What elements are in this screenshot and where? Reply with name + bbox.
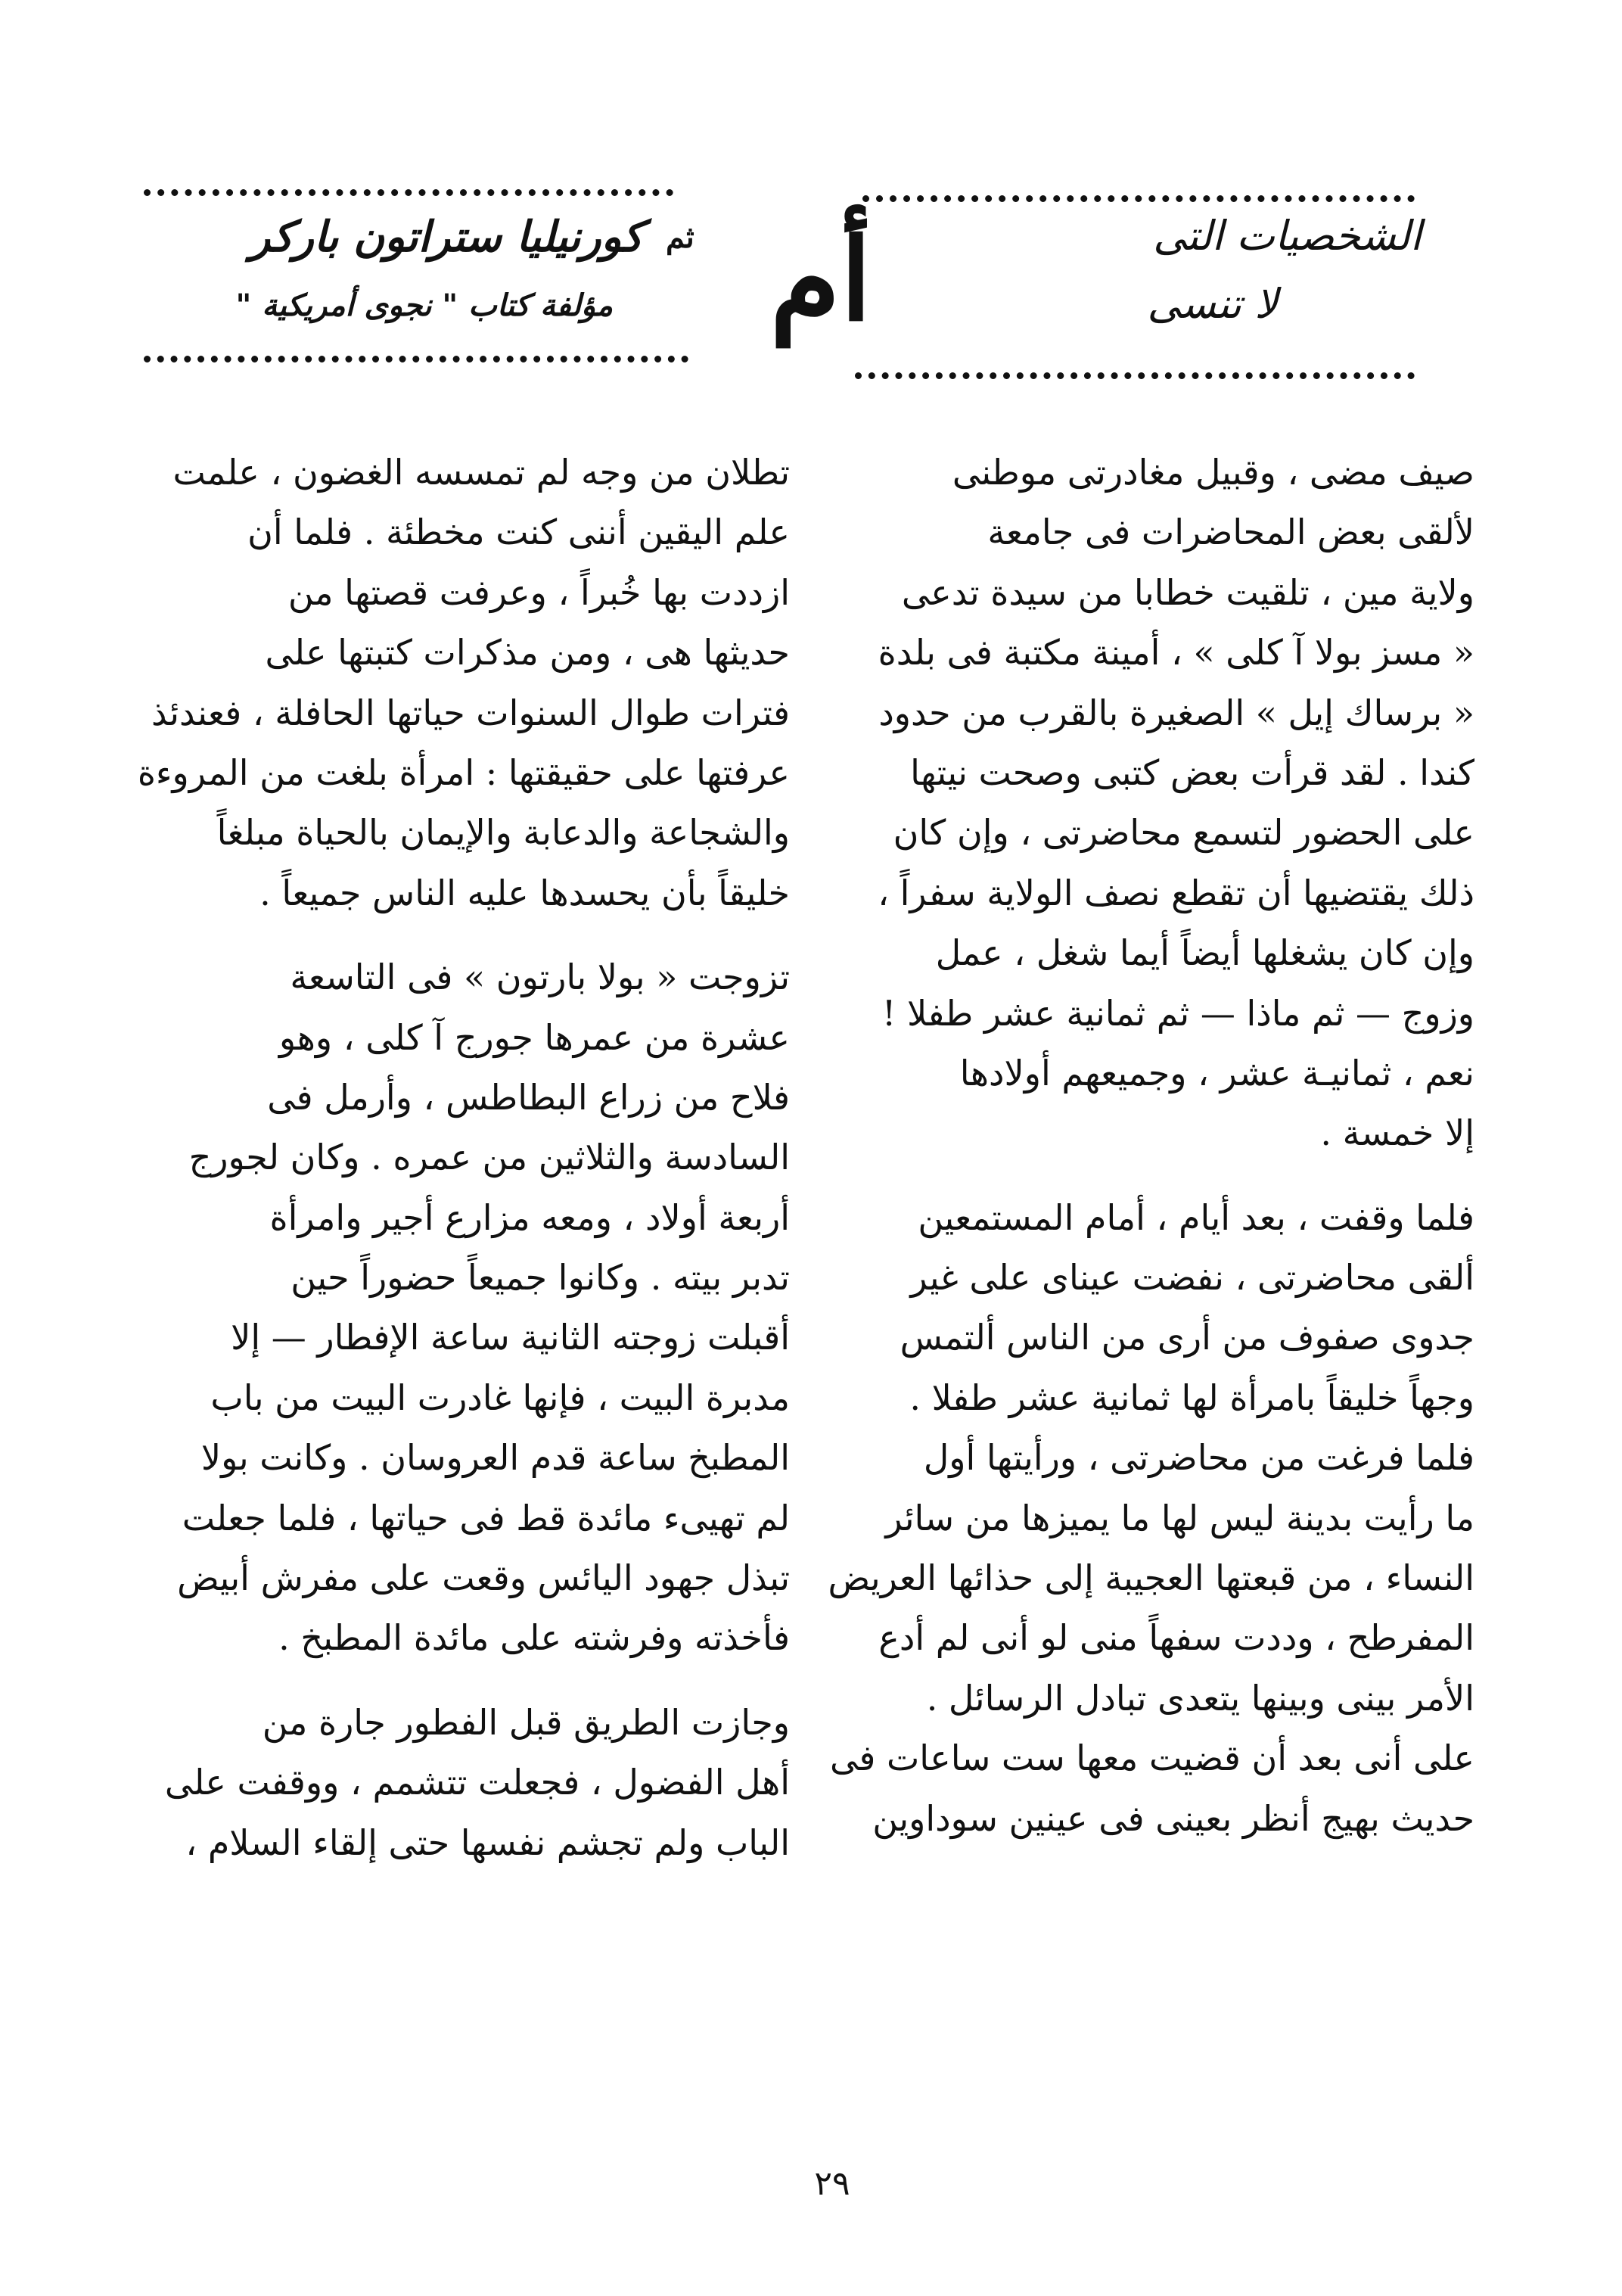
text-line: عشرة من عمرها جورج آ كلى ، وهو: [278, 1016, 790, 1058]
text-line: ألقى محاضرتى ، نفضت عيناى على غير: [910, 1257, 1474, 1299]
text-line: « مسز بولا آ كلى » ، أمينة مكتبة فى بلدة: [878, 632, 1474, 674]
header-bottom-rule-right: [855, 372, 1415, 379]
header-bottom-rule-left: [144, 356, 688, 362]
text-line: فلما وقفت ، بعد أيام ، أمام المستمعين: [918, 1196, 1474, 1238]
header-top-rule-left: [144, 189, 673, 196]
text-line: حديثها هى ، ومن مذكرات كتبتها على: [265, 632, 790, 674]
text-line: تطلان من وجه لم تمسسه الغضون ، علمت: [172, 452, 790, 493]
text-line: نعم ، ثمانيـة عشر ، وجميعهم أولادها: [959, 1052, 1474, 1094]
text-line: عرفتها على حقيقتها : امرأة بلغت من المروءة: [137, 751, 790, 793]
text-line: « برساك إيل » الصغيرة بالقرب من حدود: [878, 692, 1474, 733]
text-line: ذلك يقتضيها أن تقطع نصف الولاية سفراً ،: [878, 872, 1474, 913]
author-name: كورنيليا ستراتون باركر: [250, 212, 643, 262]
header-title-line-1: الشخصيات التى: [1153, 212, 1422, 260]
author-block: [151, 212, 643, 356]
header-big-word: أم: [769, 213, 872, 347]
text-line: كندا . لقد قرأت بعض كتبى وصحت نيتها: [910, 751, 1474, 793]
text-line: جدوى صفوف من أرى من الناس ألتمس: [900, 1317, 1474, 1358]
paragraph-gap: [207, 923, 790, 947]
text-line: لألقى بعض المحاضرات فى جامعة: [987, 512, 1474, 553]
text-line: مدبرة البيت ، فإنها غادرت البيت من باب: [210, 1377, 790, 1418]
text-line: ولاية مين ، تلقيت خطابا من سيدة تدعى: [901, 571, 1474, 613]
text-line: ما رأيت بدينة ليس لها ما يميزها من سائر: [885, 1497, 1474, 1538]
text-line: صيف مضى ، وقبيل مغادرتى موطنى: [952, 452, 1474, 493]
text-line: الباب ولم تجشم نفسها حتى إلقاء السلام ،: [185, 1822, 790, 1863]
header-title-block: [892, 204, 1422, 367]
text-line: تزوجت « بولا بارتون » فى التاسعة: [290, 957, 790, 998]
text-line: على الحضور لتسمع محاضرتى ، وإن كان: [893, 812, 1474, 854]
text-line: علم اليقين أننى كنت مخطئة . فلما أن: [247, 512, 790, 553]
text-line: والشجاعة والدعابة والإيمان بالحياة مبلغاً: [216, 812, 790, 854]
text-line: على أنى بعد أن قضيت معها ست ساعات فى: [830, 1738, 1474, 1779]
text-line: السادسة والثلاثين من عمره . وكان لجورج: [188, 1137, 790, 1178]
text-line: الأمر بينى وبينها يتعدى تبادل الرسائل .: [926, 1677, 1474, 1719]
text-line: فأخذته وفرشته على مائدة المطبخ .: [278, 1617, 790, 1659]
text-line: تبذل جهود اليائس وقعت على مفرش أبيض: [177, 1557, 790, 1599]
text-line: خليقاً بأن يحسدها عليه الناس جميعاً .: [259, 872, 790, 913]
text-line: المفرطح ، وددت سفهاً منى لو أنى لم أدع: [878, 1617, 1474, 1659]
text-line: فترات طوال السنوات حياتها الحافلة ، فعندئذ: [151, 692, 790, 733]
text-line: النساء ، من قبعتها العجيبة إلى حذائها العريض: [828, 1557, 1474, 1599]
header-top-rule-right: [862, 195, 1415, 202]
text-column-right: [828, 443, 1474, 1849]
text-line: وجهاً خليقاً بامرأة لها ثمانية عشر طفلا .: [909, 1377, 1474, 1418]
text-column-left: [137, 443, 790, 1873]
text-line: أهل الفضول ، فجعلت تتشمم ، ووقفت على: [164, 1762, 790, 1803]
paragraph-gap: [207, 1669, 790, 1693]
text-line: حديث بهيج أنظر بعينى فى عينين سوداوين: [872, 1797, 1474, 1839]
header-title-line-2: لا تنسى: [1147, 280, 1278, 328]
author-role: مؤلفة كتاب " نجوى أمريكية ": [235, 288, 613, 323]
text-line: وزوج — ثم ماذا — ثم ثمانية عشر طفلا !: [881, 992, 1474, 1034]
text-line: لم تهيىء مائدة قط فى حياتها ، فلما جعلت: [182, 1497, 790, 1538]
paragraph-gap: [892, 1164, 1474, 1188]
text-line: المطبخ ساعة قدم العروسان . وكانت بولا: [200, 1437, 790, 1479]
text-line: فلاح من زراع البطاطس ، وأرمل فى: [267, 1076, 790, 1118]
text-line: أقبلت زوجته الثانية ساعة الإفطار — إلا: [231, 1317, 790, 1358]
text-line: وجازت الطريق قبل الفطور جارة من: [262, 1701, 790, 1743]
header-small-mark: ثم: [666, 219, 694, 255]
text-line: فلما فرغت من محاضرتى ، ورأيتها أول: [923, 1437, 1474, 1479]
text-line: تدبر بيته . وكانوا جميعاً حضوراً حين: [291, 1257, 790, 1299]
text-line: ازددت بها خُبراً ، وعرفت قصتها من: [287, 571, 790, 613]
text-line: أربعة أولاد ، ومعه مزارع أجير وامرأة: [269, 1196, 790, 1238]
text-line: وإن كان يشغلها أيضاً أيما شغل ، عمل: [935, 932, 1474, 974]
page-number: ٢٩: [814, 2164, 850, 2203]
text-line: إلا خمسة .: [1320, 1112, 1474, 1154]
